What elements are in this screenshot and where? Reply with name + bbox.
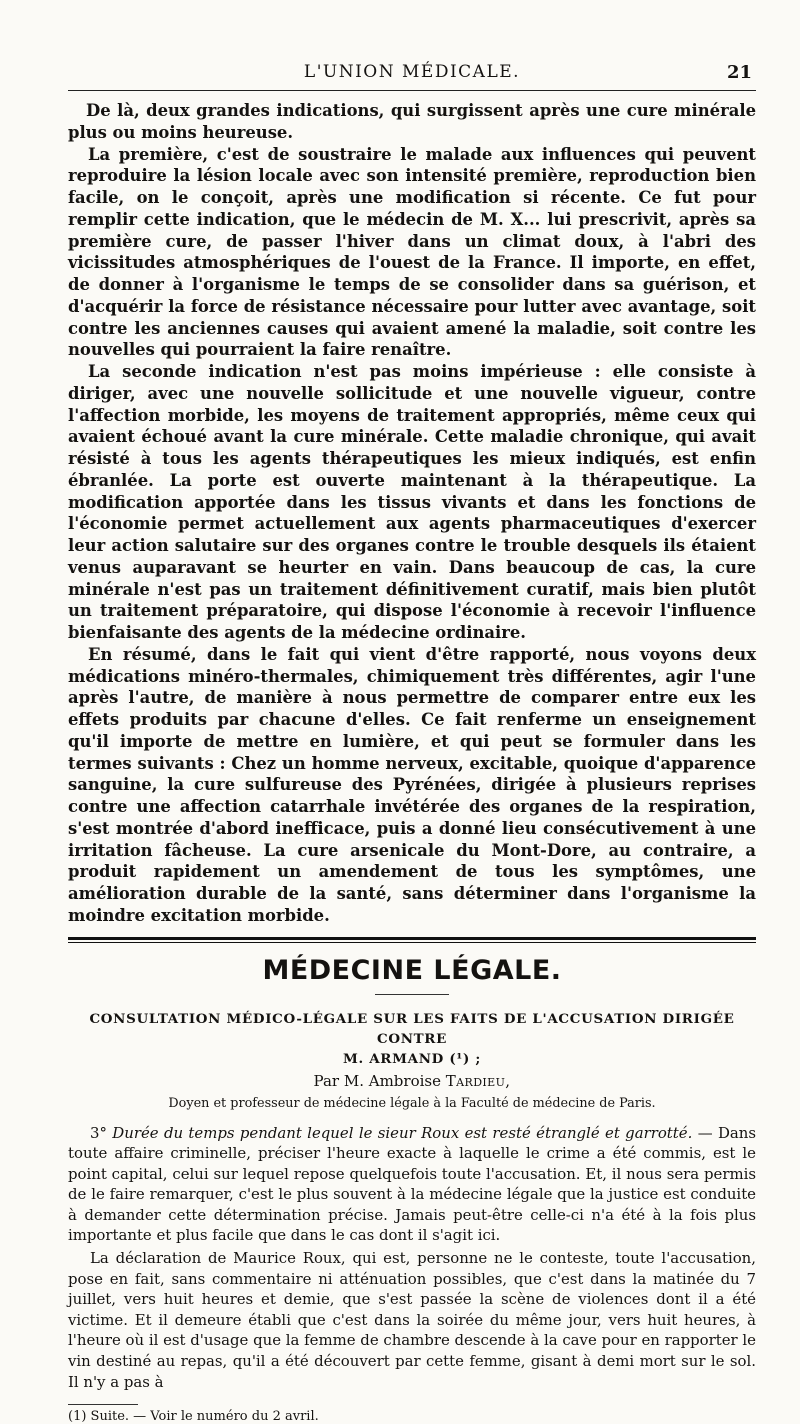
consultation-title-line: CONSULTATION MÉDICO-LÉGALE SUR LES FAITS DE L'ACCUSATION DIRIGÉE CONTRE: [89, 1010, 735, 1047]
running-title: L'UNION MÉDICALE.: [303, 62, 521, 82]
paragraph-text: — Dans toute affaire criminelle, préciser l'heure exacte à laquelle le crime a été commis, est le point capital, celui sur lequel repose quelquefois toute l'accusation. Et, il nous sera permis de le faire remarquer, c'est le plus souvent à la médecine légale que la justice est conduite à demander cette détermination précise. Jamais peut-être celle-ci n'a été à la fois plus importante et plus facile que dans le cas dont il s'agit ici.: [68, 1123, 756, 1245]
paragraph: La seconde indication n'est pas moins impérieuse : elle consiste à diriger, avec une nouvelle sollicitude et une nouvelle vigueur, contre l'affection morbide, les moyens de traitement appropriés, même ceux qui avaient échoué avant la cure minérale. Cette maladie chronique, qui avait résisté à tous les agents thérapeutiques les mieux indiqués, est enfin ébranlée. La porte est ouverte maintenant à la thérapeutique. La modification apportée dans les tissus vivants et dans les fonctions de l'économie permet actuellement aux agents pharmaceutiques d'exercer leur action salutaire sur des organes contre le trouble desquels ils étaient venus auparavant se heurter en vain. Dans beaucoup de cas, la cure minérale n'est pas un traitement définitivement curatif, mais bien plutôt un traitement préparatoire, qui dispose l'économie à recevoir l'influence bienfaisante des agents de la médecine ordinaire.: [68, 362, 756, 642]
author-affiliation: Doyen et professeur de médecine légale à la Faculté de médecine de Paris.: [168, 1095, 656, 1111]
footnote: (1) Suite. — Voir le numéro du 2 avril.: [68, 1409, 319, 1424]
footnote-rule: [68, 1404, 138, 1405]
consultation-body: [68, 1123, 756, 1393]
paragraph: De là, deux grandes indications, qui surgissent après une cure minérale plus ou moins heureuse.: [68, 101, 756, 142]
byline: [68, 1072, 756, 1090]
item-number: 3°: [90, 1123, 107, 1142]
author-name: Tardieu,: [445, 1071, 511, 1090]
header-rule: [68, 90, 756, 91]
item-heading: Durée du temps pendant lequel le sieur Roux est resté étranglé et garrotté.: [112, 1123, 693, 1142]
page-header: [68, 54, 756, 84]
byline-prefix: Par M. Ambroise: [313, 1071, 441, 1090]
consultation-title: [68, 1009, 756, 1069]
consultation-title-line: M. ARMAND (¹) ;: [342, 1050, 482, 1067]
paragraph: En résumé, dans le fait qui vient d'être rapporté, nous voyons deux médications minéro-thermales, chimiquement très différentes, agir l'une après l'autre, de manière à nous permettre de comparer entre eux les effets produits par chacune d'elles. Ce fait renferme un enseignement qu'il importe de mettre en lumière, et qui peut se formuler dans les termes suivants : Chez un homme nerveux, excitable, quoique d'apparence sanguine, la cure sulfureuse des Pyrénées, dirigée à plusieurs reprises contre une affection catarrhale invétérée des organes de la respiration, s'est montrée d'abord inefficace, puis a donné lieu consécutivement à une irritation fâcheuse. La cure arsenicale du Mont-Dore, au contraire, a produit rapidement un amendement de tous les symptômes, une amélioration durable de la santé, sans déterminer dans l'organisme la moindre excitation morbide.: [68, 644, 756, 925]
paragraph: [68, 1123, 756, 1247]
document-page: [68, 54, 756, 1424]
section-divider: [68, 937, 756, 943]
title-underline: [375, 994, 449, 995]
section-title: MÉDECINE LÉGALE.: [262, 954, 562, 986]
article-continuation: [68, 100, 756, 927]
page-number: 21: [726, 62, 752, 83]
paragraph: La déclaration de Maurice Roux, qui est, personne ne le conteste, toute l'accusation, pose en fait, sans commentaire ni atténuation possibles, que c'est dans la matinée du 7 juillet, vers huit heures et demie, que s'est passée la scène de violences dont il a été victime. Et il demeure établi que c'est dans la soirée du même jour, vers huit heures, à l'heure où il est d'usage que la femme de chambre descende à la cave pour en rapporter le vin destiné au repas, qu'il a été découvert par cette femme, gisant à demi mort sur le sol. Il n'y a pas à: [68, 1249, 756, 1391]
paragraph: La première, c'est de soustraire le malade aux influences qui peuvent reproduire la lésion locale avec son intensité première, reproduction bien facile, on le conçoit, après une modification si récente. Ce fut pour remplir cette indication, que le médecin de M. X... lui prescrivit, après sa première cure, de passer l'hiver dans un climat doux, à l'abri des vicissitudes atmosphériques de l'ouest de la France. Il importe, en effet, de donner à l'organisme le temps de se consolider dans sa guérison, et d'acquérir la force de résistance nécessaire pour lutter avec avantage, soit contre les anciennes causes qui avaient amené la maladie, soit contre les nouvelles qui pourraient la faire renaître.: [68, 144, 756, 360]
